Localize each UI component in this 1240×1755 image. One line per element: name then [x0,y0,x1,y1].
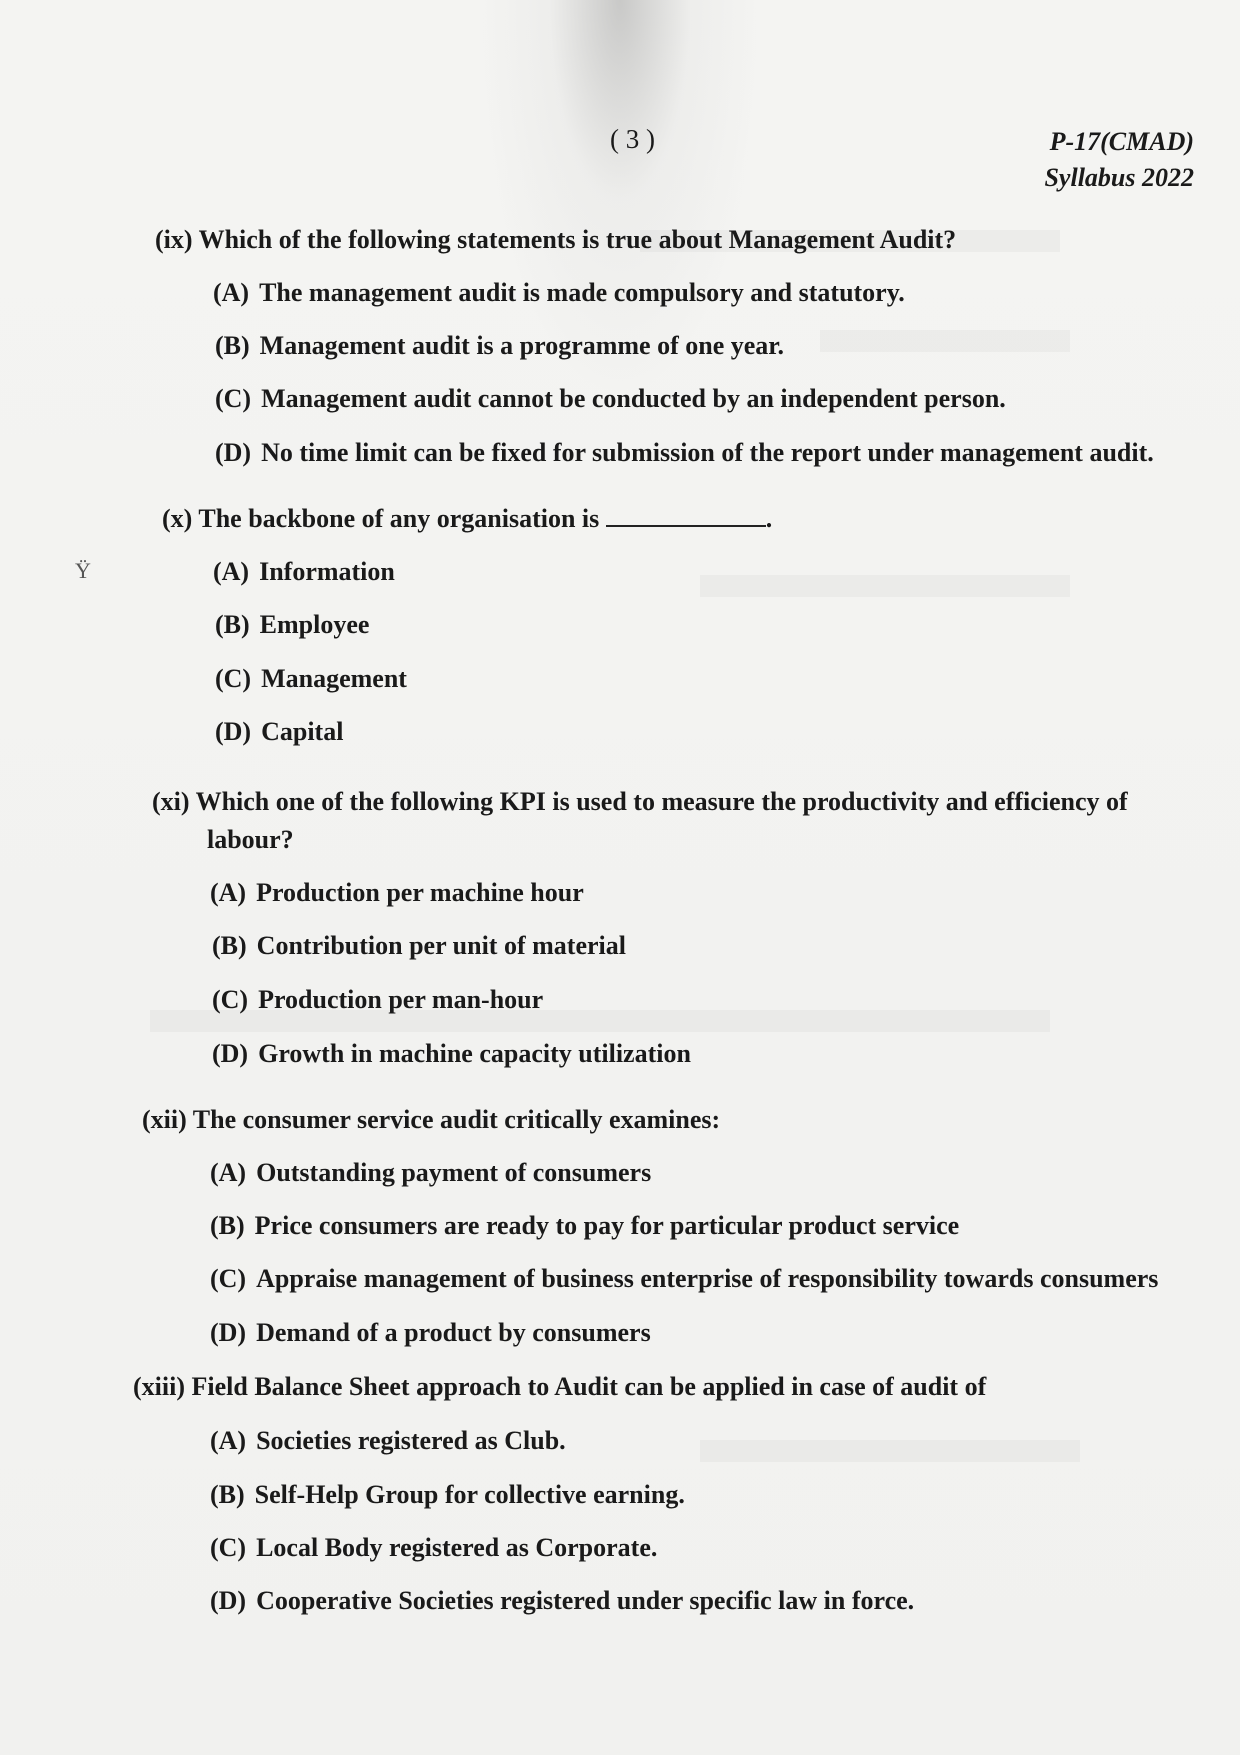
option-xiii-d [210,1584,914,1618]
option-letter: (B) [215,610,250,639]
option-letter: (A) [213,557,250,586]
question-xii [142,1101,720,1139]
option-x-c [215,662,407,696]
option-xi-a [210,876,584,910]
option-xiii-a [210,1424,566,1458]
bleed-through-line [700,1440,1080,1462]
option-xii-b [210,1209,959,1243]
question-text-line2: labour? [207,825,294,854]
paper-code: P-17(CMAD) [1049,127,1194,156]
question-text: Field Balance Sheet approach to Audit can be applied in case of audit of [191,1372,987,1401]
option-xii-a [210,1156,651,1190]
option-text: Management [261,664,407,693]
option-text: Self-Help Group for collective earning. [254,1480,685,1509]
option-letter: (C) [210,1264,247,1293]
question-text: The backbone of any organisation is [198,504,600,533]
question-number: (ix) [155,225,193,254]
question-number: (x) [162,504,193,533]
option-letter: (D) [210,1318,247,1347]
option-letter: (C) [215,664,252,693]
option-text: Management audit cannot be conducted by an independent person. [261,384,1006,413]
option-text: Price consumers are ready to pay for particular product service [254,1211,960,1240]
option-letter: (A) [210,1158,247,1187]
question-text: Which of the following statements is true about Management Audit? [198,225,957,254]
option-letter: (C) [210,1533,247,1562]
answer-blank [606,501,766,527]
option-xii-c [210,1262,1158,1296]
question-period: . [765,504,773,533]
option-text: Societies registered as Club. [256,1426,566,1455]
option-text: Contribution per unit of material [256,931,626,960]
option-letter: (B) [212,931,247,960]
question-text: Which one of the following KPI is used to measure the productivity and efficiency of [195,787,1128,816]
option-text: No time limit can be fixed for submission of the report under management audit. [261,438,1154,467]
option-letter: (D) [215,438,252,467]
option-letter: (A) [210,878,247,907]
question-x [162,500,772,538]
option-xi-d [212,1037,691,1071]
option-text: Cooperative Societies registered under specific law in force. [256,1586,915,1615]
option-text: Employee [259,610,370,639]
option-letter: (A) [210,1426,247,1455]
margin-mark: Ÿ [75,558,91,583]
bleed-through-line [700,575,1070,597]
option-text: Demand of a product by consumers [256,1318,651,1347]
option-ix-d [215,436,1154,470]
question-xiii [133,1368,986,1406]
page-number: ( 3 ) [610,124,655,154]
option-ix-b [215,329,784,363]
option-letter: (B) [215,331,250,360]
option-xi-b [212,929,626,963]
option-text: Appraise management of business enterprise of responsibility towards consumers [256,1264,1159,1293]
option-text: The management audit is made compulsory and statutory. [259,278,905,307]
option-text: Capital [261,717,344,746]
option-xii-d [210,1316,651,1350]
option-letter: (A) [213,278,250,307]
option-letter: (C) [215,384,252,413]
option-letter: (D) [212,1039,249,1068]
question-xi [152,783,1202,859]
option-ix-c [215,382,1006,416]
option-xiii-c [210,1531,657,1565]
option-letter: (C) [212,985,249,1014]
syllabus-label: Syllabus 2022 [1044,163,1194,192]
question-number: (xi) [152,787,190,816]
question-number: (xii) [142,1105,187,1134]
option-x-d [215,715,343,749]
option-xi-c [212,983,543,1017]
option-x-b [215,608,369,642]
option-text: Management audit is a programme of one year. [259,331,784,360]
option-ix-a [213,276,905,310]
option-x-a [213,555,395,589]
option-text: Growth in machine capacity utilization [258,1039,691,1068]
option-letter: (D) [215,717,252,746]
question-text: The consumer service audit critically examines: [192,1105,721,1134]
option-text: Information [259,557,395,586]
option-text: Production per machine hour [256,878,584,907]
option-text: Production per man-hour [258,985,544,1014]
option-text: Outstanding payment of consumers [256,1158,652,1187]
option-letter: (B) [210,1480,245,1509]
paper-header [1044,124,1194,196]
option-letter: (D) [210,1586,247,1615]
bleed-through-line [820,330,1070,352]
question-number: (xiii) [133,1372,185,1401]
option-text: Local Body registered as Corporate. [256,1533,658,1562]
option-letter: (B) [210,1211,245,1240]
question-ix [155,221,956,259]
option-xiii-b [210,1478,685,1512]
